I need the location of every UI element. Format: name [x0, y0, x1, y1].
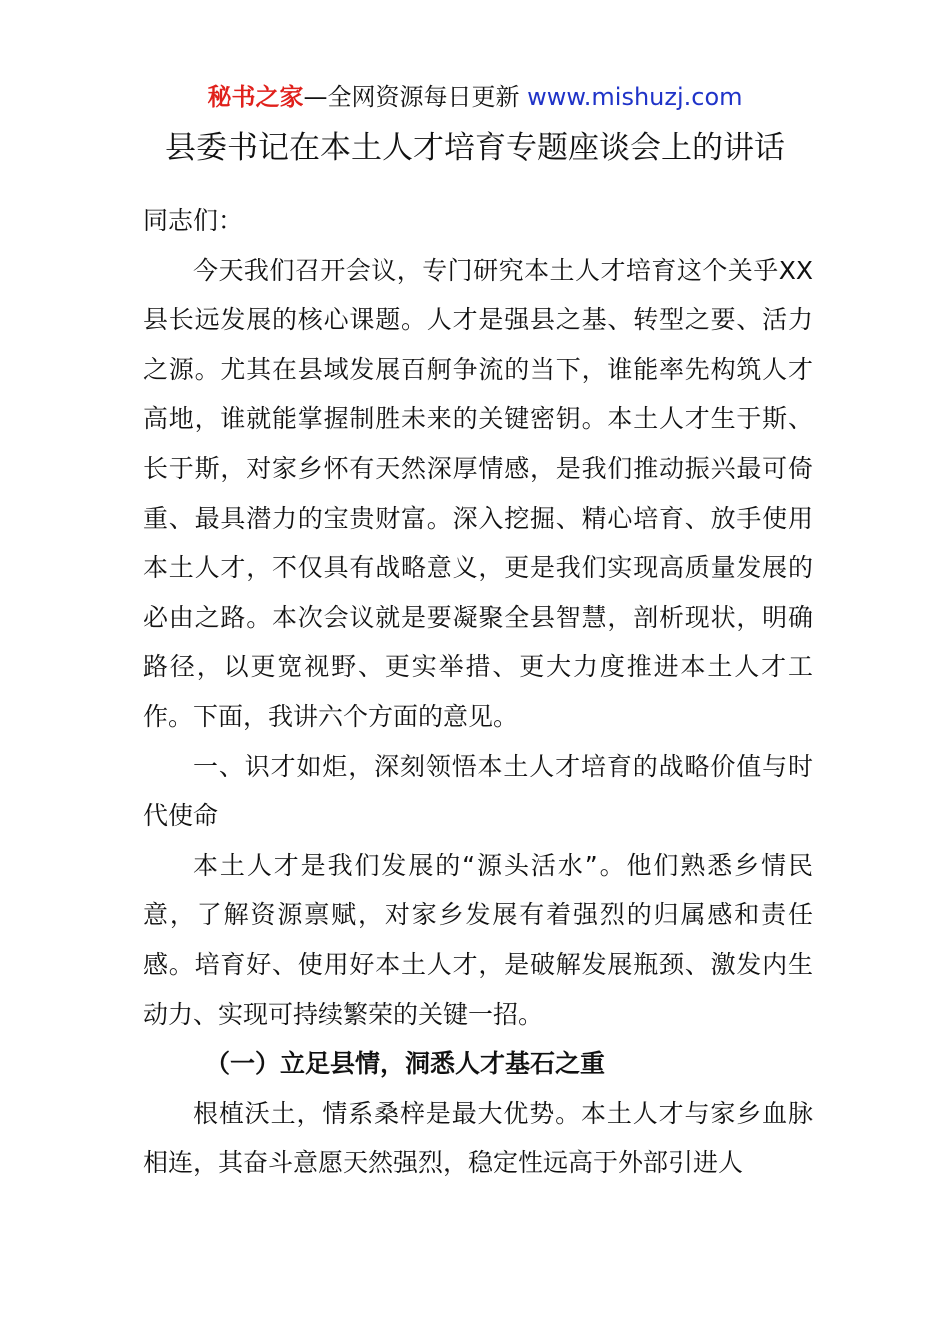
document-title: 县委书记在本土人才培育专题座谈会上的讲话	[165, 130, 785, 166]
site-url-link[interactable]: www.mishuzj.com	[527, 83, 743, 111]
body-paragraph: 根植沃土，情系桑梓是最大优势。本土人才与家乡血脉相连，其奋斗意愿天然强烈，稳定性远高于外部引进人	[143, 1098, 813, 1178]
salutation: 同志们：	[143, 206, 244, 235]
subsection-heading: （一）立足县情，洞悉人才基石之重	[205, 1049, 606, 1079]
body-paragraph: 本土人才是我们发展的“源头活水”。他们熟悉乡情民意，了解资源禀赋，对家乡发展有着强烈的归属感和责任感。培育好、使用好本土人才，是破解发展瓶颈、激发内生动力、实现可持续繁荣的关键一招。	[143, 850, 813, 1029]
site-header	[0, 80, 950, 114]
site-tagline: —全网资源每日更新	[303, 83, 528, 111]
section-heading: 一、识才如炬，深刻领悟本土人才培育的战略价值与时代使命	[143, 751, 813, 831]
body-paragraph: 今天我们召开会议，专门研究本土人才培育这个关乎XX县长远发展的核心课题。人才是强县之基、转型之要、活力之源。尤其在县域发展百舸争流的当下，谁能率先构筑人才高地，谁就能掌握制胜未来的关键密钥。本土人才生于斯、长于斯，对家乡怀有天然深厚情感，是我们推动振兴最可倚重、最具潜力的宝贵财富。深入挖掘、精心培育、放手使用本土人才，不仅具有战略意义，更是我们实现高质量发展的必由之路。本次会议就是要凝聚全县智慧，剖析现状，明确路径，以更宽视野、更实举措、更大力度推进本土人才工作。下面，我讲六个方面的意见。	[143, 255, 813, 731]
document-body	[143, 196, 813, 1188]
site-brand: 秘书之家	[207, 83, 304, 111]
